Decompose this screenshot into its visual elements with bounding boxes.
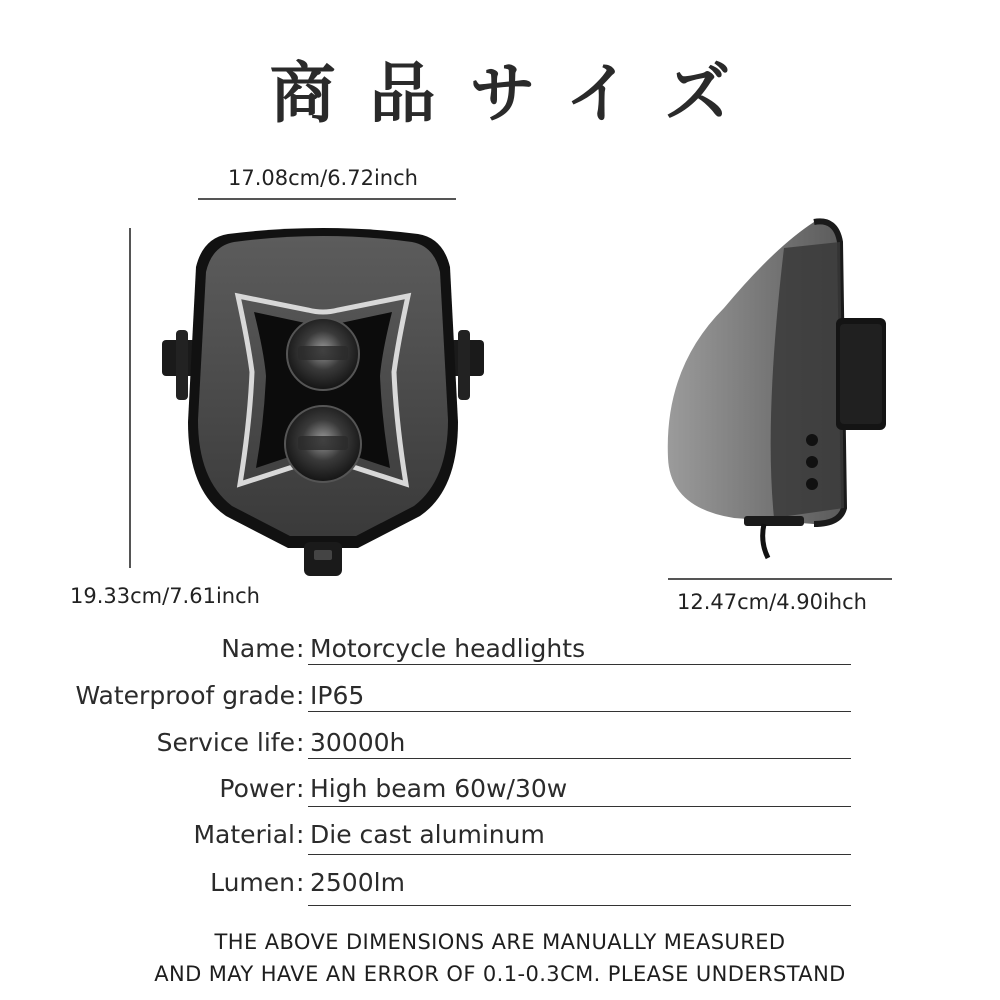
spec-colon: : — [296, 774, 305, 803]
spec-value: 30000h — [310, 728, 406, 757]
spec-label: Lumen — [210, 868, 295, 897]
spec-colon: : — [296, 634, 305, 663]
height-dimension-label: 19.33cm/7.61inch — [70, 584, 260, 608]
width-dimension-line — [198, 198, 456, 200]
disclaimer-line-1: THE ABOVE DIMENSIONS ARE MANUALLY MEASURED — [214, 930, 786, 954]
spec-value: Motorcycle headlights — [310, 634, 586, 663]
height-dimension-line — [129, 228, 131, 568]
page-title: 商品サイズ — [269, 55, 765, 132]
spec-underline — [308, 758, 851, 759]
spec-underline — [308, 905, 851, 906]
spec-colon: : — [296, 728, 305, 757]
spec-underline — [308, 711, 851, 712]
disclaimer-line-2: AND MAY HAVE AN ERROR OF 0.1-0.3CM. PLEASE UNDERSTAND — [154, 962, 846, 986]
spec-value: Die cast aluminum — [310, 820, 545, 849]
width-dimension-label: 17.08cm/6.72inch — [228, 166, 418, 190]
spec-label: Waterproof grade — [75, 681, 295, 710]
spec-colon: : — [296, 681, 305, 710]
depth-dimension-line — [668, 578, 892, 580]
depth-dimension-label: 12.47cm/4.90ihch — [677, 590, 867, 614]
spec-value: 2500lm — [310, 868, 405, 897]
spec-label: Power — [219, 774, 295, 803]
headlight-side-view-image — [664, 218, 890, 560]
spec-colon: : — [296, 820, 305, 849]
spec-underline — [308, 664, 851, 665]
spec-value: High beam 60w/30w — [310, 774, 568, 803]
spec-colon: : — [296, 868, 305, 897]
spec-underline — [308, 806, 851, 807]
spec-label: Name — [221, 634, 295, 663]
headlight-front-view-image — [158, 222, 488, 584]
spec-underline — [308, 854, 851, 855]
spec-label: Service life — [156, 728, 295, 757]
spec-value: IP65 — [310, 681, 365, 710]
spec-label: Material — [193, 820, 295, 849]
